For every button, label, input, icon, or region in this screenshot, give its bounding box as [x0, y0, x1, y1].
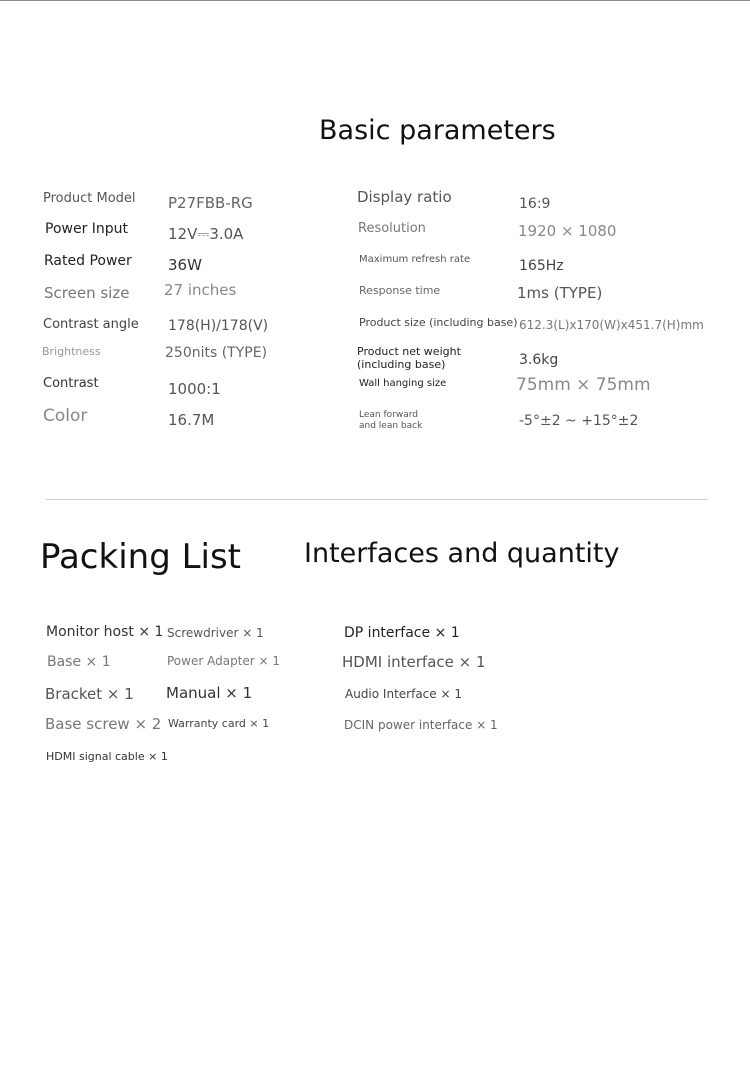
spec-value-response-time: 1ms (TYPE) [517, 284, 603, 302]
spec-label-contrast: Contrast [43, 376, 99, 391]
spec-value-power-input: 12V⎓3.0A [168, 225, 244, 243]
packing-item: HDMI signal cable × 1 [46, 750, 168, 763]
packing-item: Warranty card × 1 [168, 717, 270, 730]
spec-label-resolution: Resolution [358, 221, 426, 236]
interface-item: DP interface × 1 [344, 625, 460, 641]
spec-label-tilt: Lean forward and lean back [359, 410, 423, 431]
packing-item: Bracket × 1 [45, 685, 134, 703]
spec-label-color: Color [43, 406, 88, 426]
interface-item: HDMI interface × 1 [342, 653, 486, 671]
spec-value-net-weight: 3.6kg [519, 352, 559, 368]
spec-label-contrast-angle: Contrast angle [43, 317, 139, 332]
spec-value-rated-power: 36W [168, 256, 202, 274]
interface-item: Audio Interface × 1 [345, 687, 462, 701]
interfaces-title: Interfaces and quantity [304, 538, 620, 569]
spec-value-color: 16.7M [168, 411, 215, 429]
spec-value-brightness: 250nits (TYPE) [165, 345, 268, 361]
spec-label-max-refresh-rate: Maximum refresh rate [359, 254, 471, 265]
spec-label-product-size: Product size (including base) [359, 316, 518, 329]
packing-item: Power Adapter × 1 [167, 654, 281, 668]
section-divider [46, 499, 708, 500]
spec-value-tilt: -5°±2 ~ +15°±2 [519, 413, 639, 429]
spec-label-response-time: Response time [359, 284, 441, 297]
packing-item: Base × 1 [47, 654, 111, 670]
spec-label-rated-power: Rated Power [44, 253, 132, 269]
spec-value-resolution: 1920 × 1080 [518, 222, 617, 240]
spec-value-product-size: 612.3(L)x170(W)x451.7(H)mm [519, 318, 704, 332]
spec-value-wall-hanging-size: 75mm × 75mm [516, 375, 651, 395]
spec-label-wall-hanging-size: Wall hanging size [359, 378, 447, 389]
spec-value-display-ratio: 16:9 [519, 196, 551, 212]
spec-label-power-input: Power Input [45, 221, 129, 237]
spec-value-max-refresh-rate: 165Hz [519, 258, 564, 274]
spec-value-screen-size: 27 inches [164, 281, 237, 299]
spec-label-brightness: Brightness [42, 345, 101, 358]
basic-parameters-title: Basic parameters [319, 115, 556, 146]
packing-item: Base screw × 2 [45, 715, 162, 733]
packing-list-title: Packing List [40, 537, 242, 577]
spec-label-screen-size: Screen size [44, 284, 130, 302]
spec-value-product-model: P27FBB-RG [168, 194, 253, 212]
top-border-line [0, 0, 750, 1]
spec-label-product-model: Product Model [43, 191, 136, 206]
packing-item: Screwdriver × 1 [167, 626, 264, 640]
packing-item: Monitor host × 1 [46, 624, 164, 640]
spec-value-contrast: 1000:1 [168, 380, 221, 398]
packing-item: Manual × 1 [166, 684, 253, 702]
spec-label-display-ratio: Display ratio [357, 188, 452, 206]
spec-value-contrast-angle: 178(H)/178(V) [168, 318, 269, 334]
interface-item: DCIN power interface × 1 [344, 718, 498, 732]
spec-label-net-weight: Product net weight (including base) [357, 345, 461, 371]
